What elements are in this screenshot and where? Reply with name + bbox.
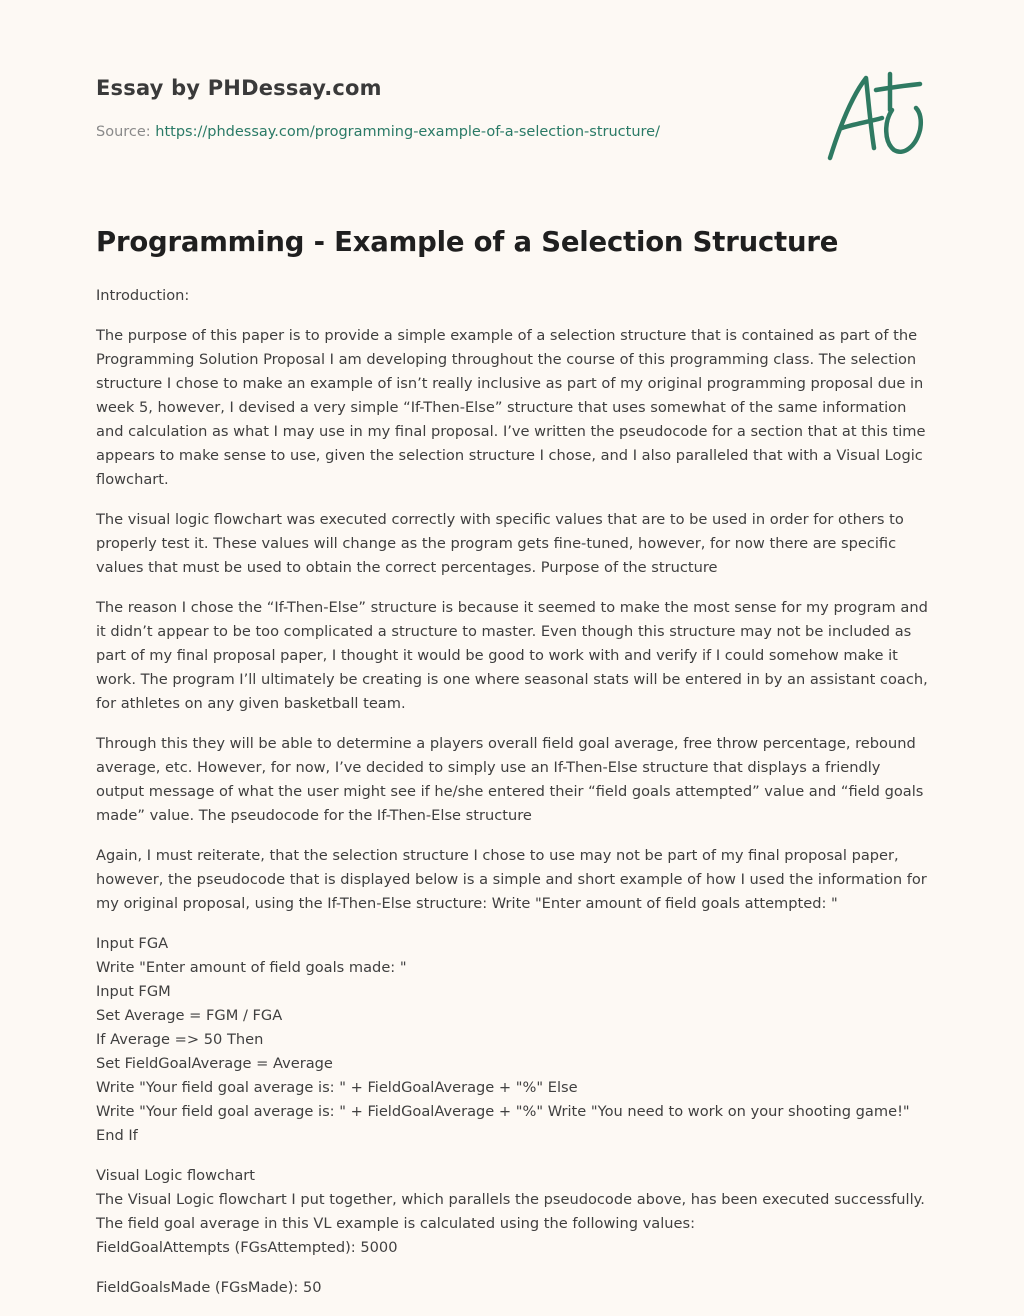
site-title: Essay by PHDessay.com bbox=[96, 76, 382, 100]
paragraph-1: The purpose of this paper is to provide a simple example of a selection structure that is contained as part of the Programming Solution Proposal I am developing throughout the course of this programming class. The selection structure I chose to make an example of isn’t really inclusive as part of my original programming proposal due in week 5, however, I devised a very simple “If-Then-Else” structure that uses somewhat of the same information and calculation as what I may use in my final proposal. I’ve written the pseudocode for a section that at this time appears to make sense to use, given the selection structure I chose, and I also paralleled that with a Visual Logic flowchart. bbox=[96, 327, 926, 488]
last-line: FieldGoalsMade (FGsMade): 50 bbox=[96, 1279, 322, 1296]
source-link[interactable]: https://phdessay.com/programming-example-of-a-selection-structure/ bbox=[155, 124, 660, 140]
paragraph-2: The visual logic flowchart was executed correctly with specific values that are to be used in order for others to properly test it. These values will change as the program gets fine-tuned, however, for now there are specific values that must be used to obtain the correct percentages. Purpose of the structure bbox=[96, 511, 904, 576]
paragraph-3: The reason I chose the “If-Then-Else” structure is because it seemed to make the most sense for my program and it didn’t appear to be too complicated a structure to master. Even though this structure may not be included as part of my final proposal paper, I thought it would be good to work with and verify if I could somehow make it work. The program I’ll ultimately be creating is one where seasonal stats will be entered in by an assistant coach, for athletes on any given basketball team. bbox=[96, 599, 928, 712]
code-line: End If bbox=[96, 1127, 138, 1144]
source-label: Source: bbox=[96, 124, 151, 140]
code-line: Write "Your field goal average is: " + FieldGoalAverage + "%" Write "You need to work on your shooting game!" bbox=[96, 1103, 910, 1120]
code-line: If Average => 50 Then bbox=[96, 1031, 264, 1048]
flowchart-heading: Visual Logic flowchart bbox=[96, 1167, 255, 1184]
code-line: Input FGA bbox=[96, 935, 169, 952]
code-line: Set Average = FGM / FGA bbox=[96, 1007, 283, 1024]
essay-body bbox=[96, 284, 932, 1316]
a-plus-logo bbox=[824, 66, 928, 166]
a-plus-logo-icon bbox=[824, 66, 928, 166]
code-line: Write "Enter amount of field goals made: " bbox=[96, 959, 407, 976]
flowchart-value: FieldGoalAttempts (FGsAttempted): 5000 bbox=[96, 1239, 398, 1256]
paragraph-4: Through this they will be able to determine a players overall field goal average, free throw percentage, rebound average, etc. However, for now, I’ve decided to simply use an If-Then-Else structure that displays a friendly output message of what the user might see if he/she entered their “field goals attempted” value and “field goals made” value. The pseudocode for the If-Then-Else structure bbox=[96, 735, 924, 824]
pseudocode-block bbox=[96, 932, 932, 1148]
code-line: Input FGM bbox=[96, 983, 171, 1000]
flowchart-text: The Visual Logic flowchart I put together, which parallels the pseudocode above, has been executed successfully. The field goal average in this VL example is calculated using the following values: bbox=[96, 1191, 925, 1232]
code-line: Write "Your field goal average is: " + FieldGoalAverage + "%" Else bbox=[96, 1079, 578, 1096]
source-line bbox=[96, 124, 660, 140]
intro-label: Introduction: bbox=[96, 287, 190, 304]
essay-title: Programming - Example of a Selection Structure bbox=[96, 226, 839, 258]
code-line: Set FieldGoalAverage = Average bbox=[96, 1055, 333, 1072]
flowchart-block bbox=[96, 1164, 932, 1260]
paragraph-5: Again, I must reiterate, that the selection structure I chose to use may not be part of my final proposal paper, however, the pseudocode that is displayed below is a simple and short example of how I used the information for my original proposal, using the If-Then-Else structure: Write "Enter amount of field goals attempted: " bbox=[96, 847, 927, 912]
